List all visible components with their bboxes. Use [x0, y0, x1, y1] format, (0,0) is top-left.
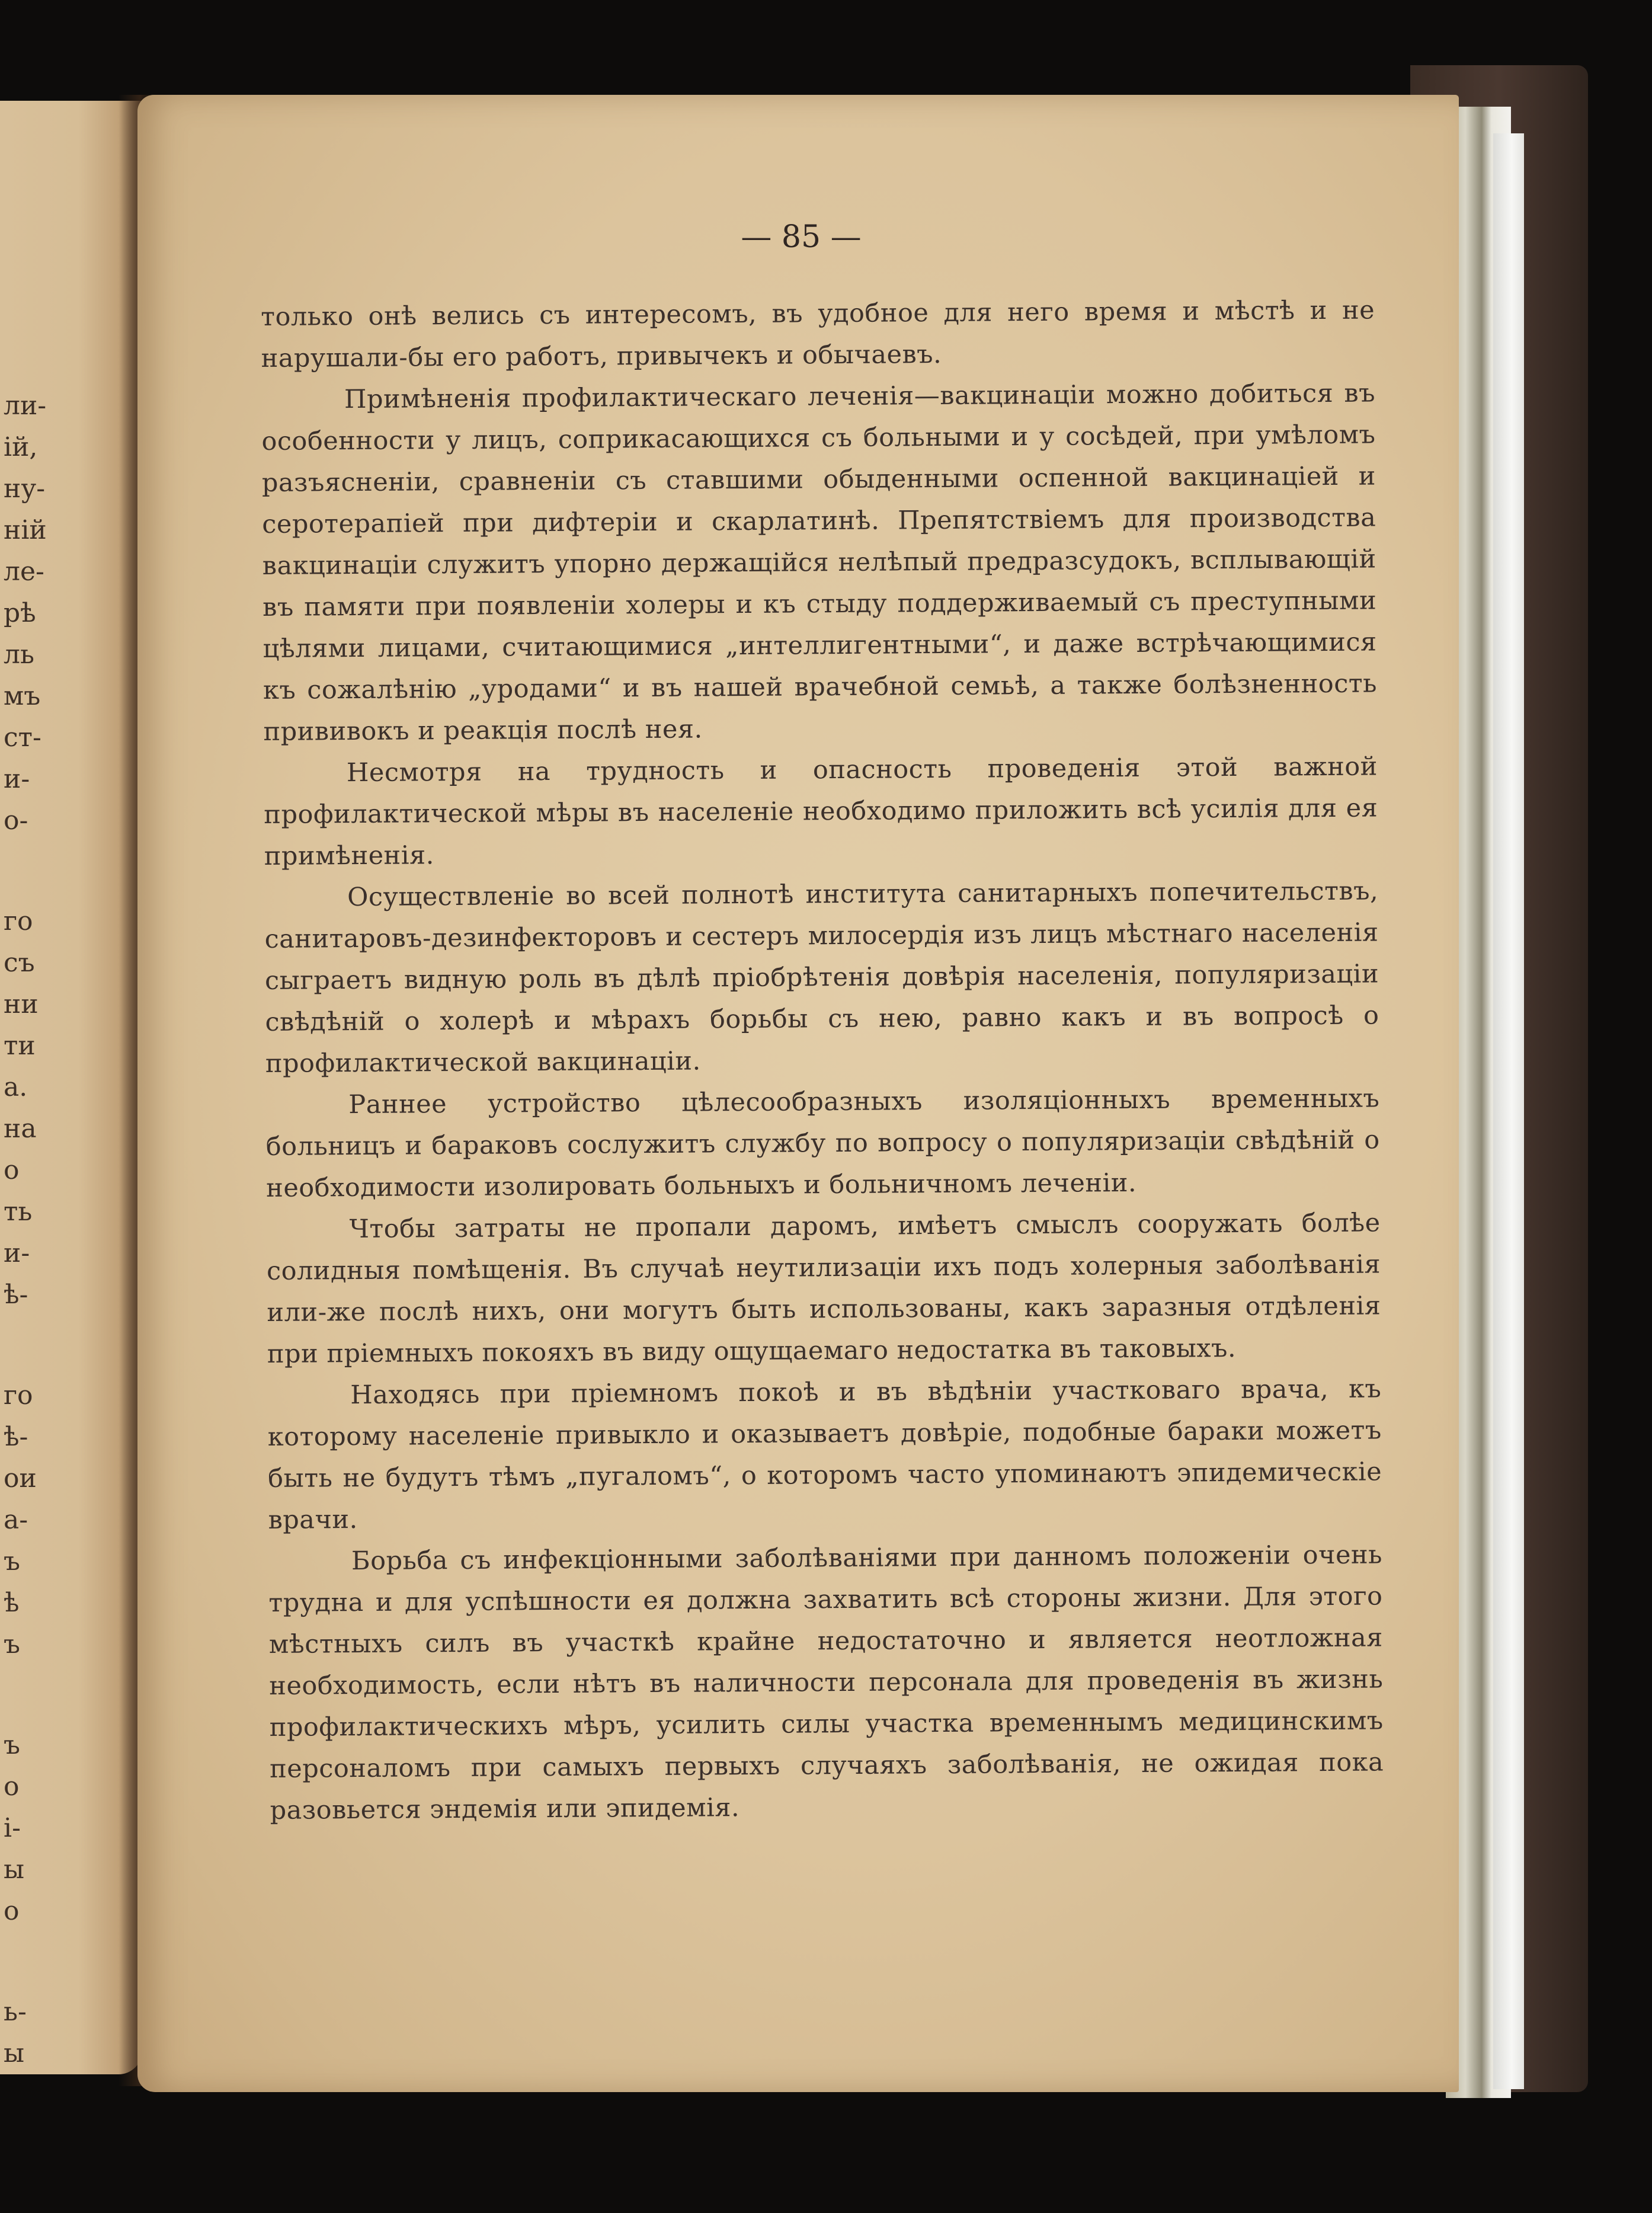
paragraph: Находясь при пріемномъ покоѣ и въ вѣдѣніи участковаго врача, къ которому населеніе привыкло и оказываетъ довѣріе, подобные бараки можетъ быть не будутъ тѣмъ „пугаломъ“, о которомъ часто упоминаютъ эпидемическіе врачи. [267, 1374, 1382, 1535]
paragraph: Борьба съ инфекціонными заболѣваніями при данномъ положеніи очень трудна и для успѣшности ея должна захватить всѣ стороны жизни. Для этого мѣстныхъ силъ въ участкѣ крайне недостаточно и является неотложная необходимость, если нѣтъ въ наличности персонала для проведенія въ жизнь профилактическихъ мѣръ, усилить силы участка временнымъ медицинскимъ персоналомъ при самыхъ первыхъ случаяхъ заболѣванія, не ожидая пока разовьется эндемія или эпидемія. [268, 1540, 1384, 1825]
paragraph: Чтобы затраты не пропали даромъ, имѣетъ смыслъ сооружать болѣе солидныя помѣщенія. Въ случаѣ неутилизаціи ихъ подъ холерныя заболѣванія или-же послѣ нихъ, они могутъ быть использованы, какъ заразныя отдѣленія при пріемныхъ покояхъ въ виду ощущаемаго недостатка въ таковыхъ. [266, 1208, 1381, 1369]
right-page [137, 95, 1459, 2092]
left-page: ли- ій, ну- ній ле- рѣ ль мъ ст- и- о- го съ ни ти а. на о ть и- ѣ- го ѣ- ои а- ъ ѣ ъ ъ о і- ы о ь- ы [0, 101, 142, 2074]
page-number: — 85 — [741, 219, 862, 255]
paragraph: Примѣненія профилактическаго леченія—вакцинаціи можно добиться въ особенности у лицъ, соприкасающихся съ больными и у сосѣдей, при умѣломъ разъясненіи, сравненіи съ ставшими обыденными оспенной вакцинаціей и серотерапіей при дифтеріи и скарлатинѣ. Препятствіемъ для производства вакцинаціи служитъ упорно держащійся нелѣпый предразсудокъ, всплывающій въ памяти при появленіи холеры и къ стыду поддерживаемый съ преступными цѣлями лицами, считающимися „интеллигентными“, и даже встрѣчающимися къ сожалѣнію „уродами“ и въ нашей врачебной семьѣ, а также болѣзненность прививокъ и реакція послѣ нея. [261, 378, 1378, 747]
page-edges-white [1493, 133, 1524, 2089]
paragraph: Раннее устройство цѣлесообразныхъ изоляціонныхъ временныхъ больницъ и бараковъ сослужитъ службу по вопросу о популяризаціи свѣдѣній о необходимости изолировать больныхъ и больничномъ леченіи. [265, 1083, 1380, 1203]
page-body-text [261, 290, 1384, 1831]
paragraph: Осуществленіе во всей полнотѣ института санитарныхъ попечительствъ, санитаровъ-дезинфекторовъ и сестеръ милосердія изъ лицъ мѣстнаго населенія сыграетъ видную роль въ дѣлѣ пріобрѣтенія довѣрія населенія, популяризаціи свѣдѣній о холерѣ и мѣрахъ борьбы съ нею, равно какъ и въ вопросѣ о профилактической вакцинаціи. [264, 876, 1379, 1079]
paragraph: только онѣ велись съ интересомъ, въ удобное для него время и мѣстѣ и не нарушали-бы его работъ, привычекъ и обычаевъ. [261, 295, 1375, 373]
paragraph: Несмотря на трудность и опасность проведенія этой важной профилактической мѣры въ населеніе необходимо приложить всѣ усилія для ея примѣненія. [264, 751, 1378, 871]
